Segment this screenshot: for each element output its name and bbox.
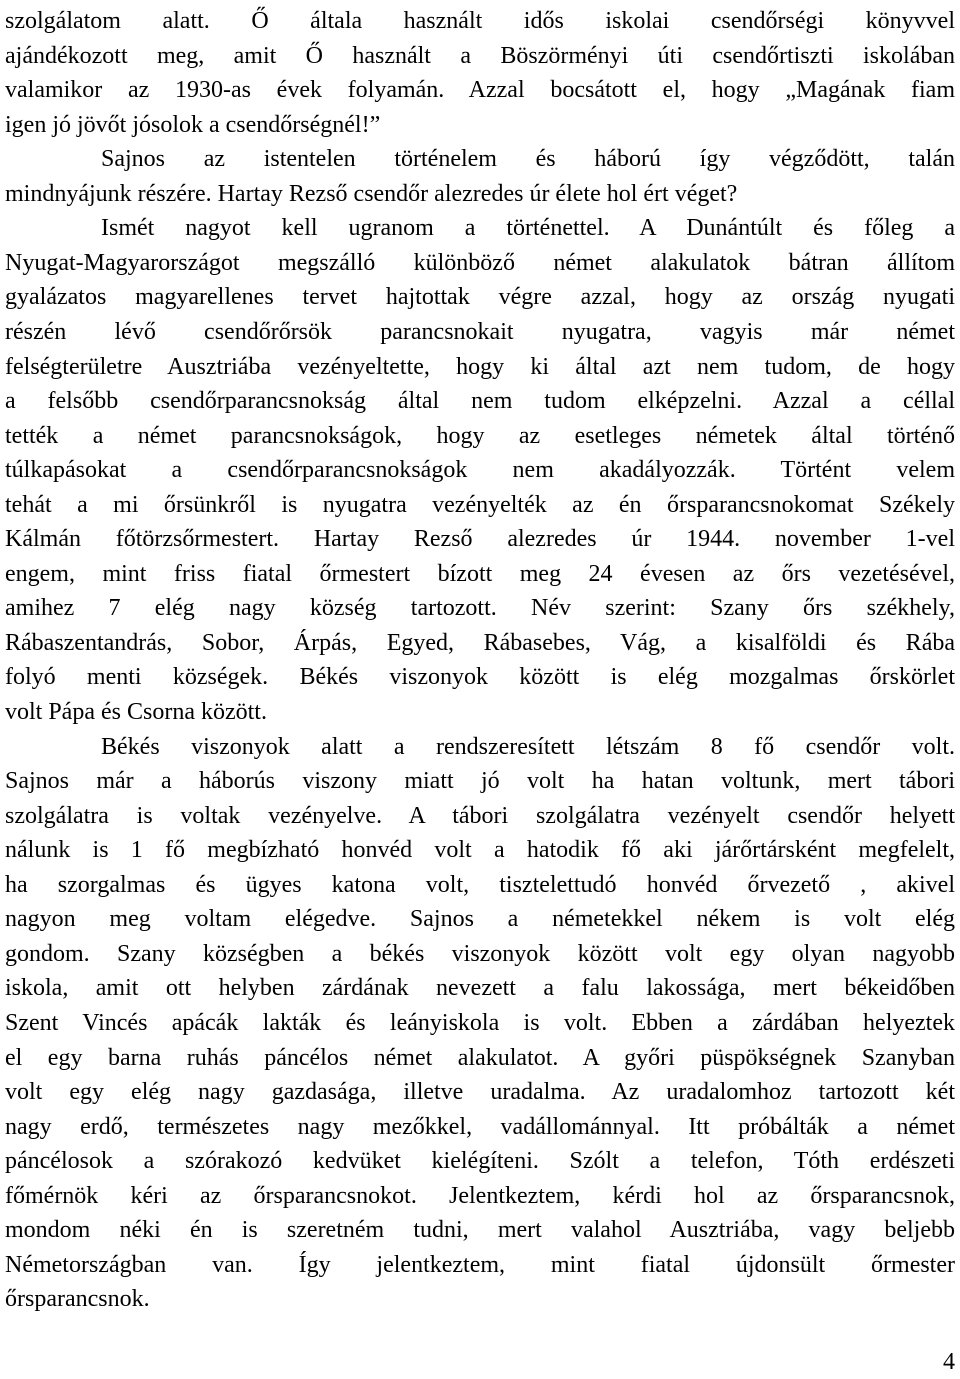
text-line: el egy barna ruhás páncélos német alakulatot. A győri püspökségnek Szanyban [5,1044,955,1071]
text-line: Németországban van. Így jelentkeztem, mint fiatal újdonsült őrmester [5,1251,955,1278]
text-line: Kálmán főtörzsőrmestert. Hartay Rezső alezredes úr 1944. november 1-vel [5,526,955,553]
text-line: nagyon meg voltam elégedve. Sajnos a németekkel nékem is volt elég [5,906,955,933]
text-line: páncélosok a szórakozó kedvüket kielégíteni. Szólt a telefon, Tóth erdészeti [5,1148,955,1175]
text-line: gondom. Szany községben a békés viszonyok között volt egy olyan nagyobb [5,940,955,967]
text-line: ajándékozott meg, amit Ő használt a Böszörményi úti csendőrtiszti iskolában [5,42,955,69]
text-line: gyalázatos magyarellenes tervet hajtottak végre azzal, hogy az ország nyugati [5,284,955,311]
text-line: amihez 7 elég nagy község tartozott. Név szerint: Szany őrs székhely, [5,595,955,622]
text-line: Sajnos az istentelen történelem és háború így végződött, talán [101,146,955,173]
text-line: iskola, amit ott helyben zárdának nevezett a falu lakossága, mert békeidőben [5,975,955,1002]
text-line: részén lévő csendőrőrsök parancsnokait nyugatra, vagyis már német [5,318,955,345]
text-line: volt Pápa és Csorna között. [5,699,267,725]
text-line: Békés viszonyok alatt a rendszeresített létszám 8 fő csendőr volt. [101,733,955,760]
text-line: szolgálatom alatt. Ő általa használt idős iskolai csendőrségi könyvvel [5,8,955,34]
text-line: Sajnos már a háborús viszony miatt jó volt ha hatan voltunk, mert tábori [5,768,955,795]
text-line: őrsparancsnok. [5,1286,150,1313]
text-line: igen jó jövőt jósolok a csendőrségnél!” [5,111,381,138]
text-line: a felsőbb csendőrparancsnokság által nem tudom elképzelni. Azzal a céllal [5,388,955,415]
text-line: tették a német parancsnokságok, hogy az esetleges németek által történő [5,422,955,449]
text-line: főmérnök kéri az őrsparancsnokot. Jelentkeztem, kérdi hol az őrsparancsnok, [5,1182,955,1209]
text-line: tehát a mi őrsünkről is nyugatra vezényelték az én őrsparancsnokomat Székely [5,491,955,518]
text-line: volt egy elég nagy gazdasága, illetve uradalma. Az uradalomhoz tartozott két [5,1079,955,1106]
text-line: szolgálatra is voltak vezényelve. A tábori szolgálatra vezényelt csendőr helyett [5,802,955,829]
text-line: Ismét nagyot kell ugranom a történettel. A Dunántúlt és főleg a [101,215,955,242]
text-line: túlkapásokat a csendőrparancsnokságok nem akadályozzák. Történt velem [5,457,955,484]
page-number: 4 [943,1349,955,1375]
text-line: valamikor az 1930-as évek folyamán. Azzal bocsátott el, hogy „Magának fiam [5,77,955,104]
text-line: engem, mint friss fiatal őrmestert bízott meg 24 évesen az őrs vezetésével, [5,560,955,587]
text-line: felségterületre Ausztriába vezényeltette, hogy ki által azt nem tudom, de hogy [5,353,955,380]
text-line: nagy erdő, természetes nagy mezőkkel, vadállománnyal. Itt próbálták a német [5,1113,955,1140]
text-line: nálunk is 1 fő megbízható honvéd volt a hatodik fő aki járőrtársként megfelelt, [5,837,955,864]
text-line: folyó menti községek. Békés viszonyok között is elég mozgalmas őrskörlet [5,664,955,691]
text-line: mindnyájunk részére. Hartay Rezső csendőr alezredes úr élete hol ért véget? [5,180,738,207]
text-line: mondom néki én is szeretném tudni, mert valahol Ausztriába, vagy beljebb [5,1217,955,1244]
text-line: Szent Vincés apácák lakták és leányiskola is volt. Ebben a zárdában helyeztek [5,1009,955,1036]
text-line: Rábaszentandrás, Sobor, Árpás, Egyed, Rábasebes, Vág, a kisalföldi és Rába [5,629,955,656]
text-line: Nyugat-Magyarországot megszálló különböző német alakulatok bátran állítom [5,249,955,276]
text-line: ha szorgalmas és ügyes katona volt, tisztelettudó honvéd őrvezető , akivel [5,871,955,898]
